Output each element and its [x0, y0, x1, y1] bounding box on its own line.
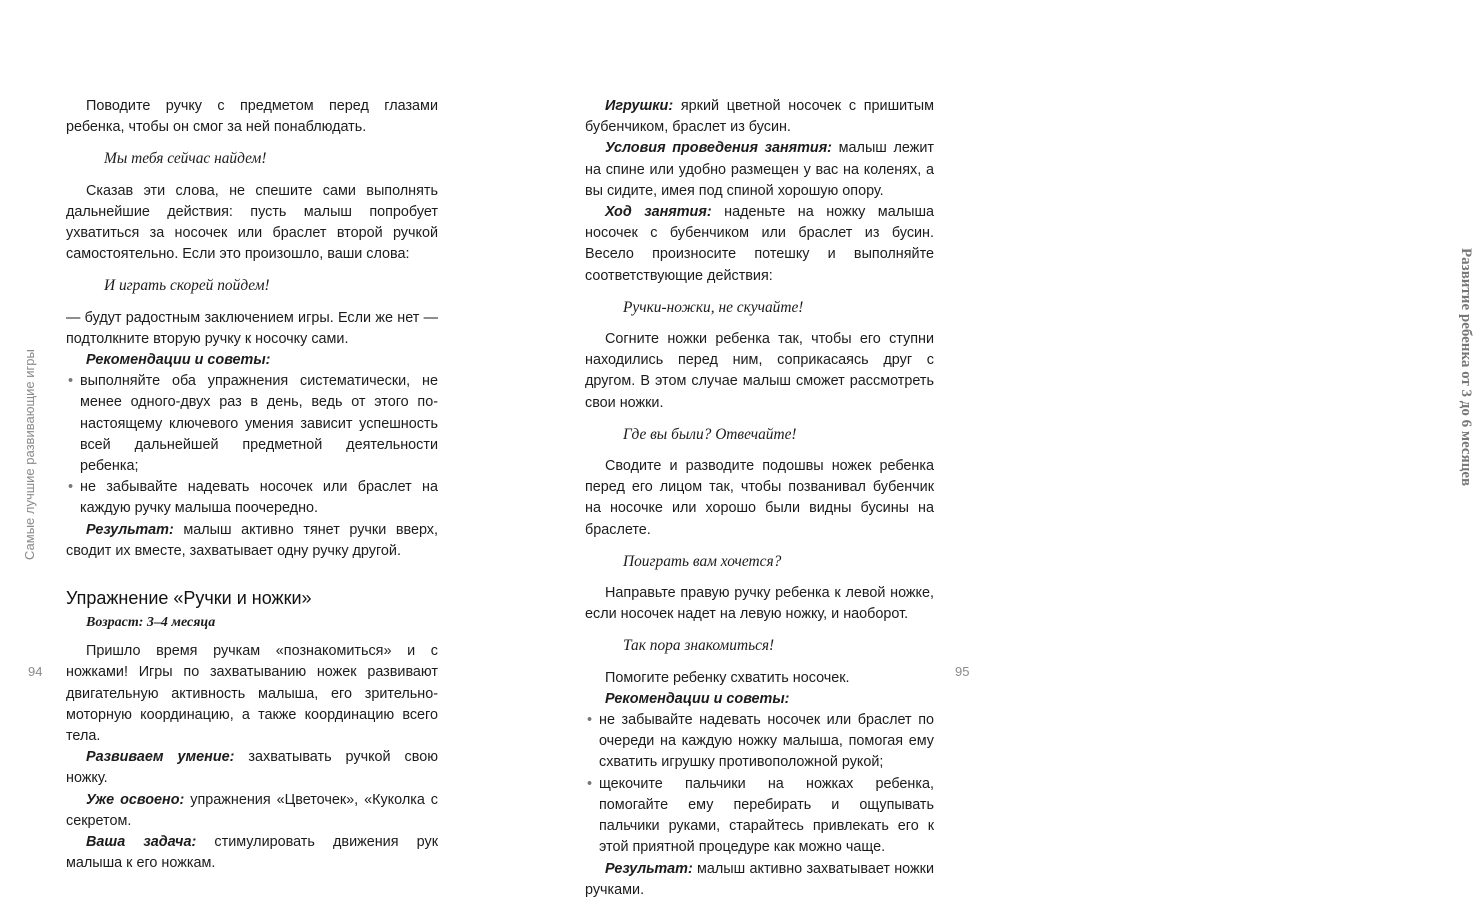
right-text-column: [585, 96, 934, 901]
toys-paragraph: [585, 96, 934, 138]
right-running-title-text: Развитие ребенка от 3 до 6 месяцев: [1458, 248, 1474, 487]
paragraph: Сводите и разводите подошвы ножек ребенка перед его лицом так, чтобы позванивал бубенчик на носочке или хорошо были видны бусины на браслете.: [585, 458, 934, 538]
left-text-column: [66, 96, 438, 875]
course-label: Ход занятия:: [605, 204, 712, 221]
result-paragraph: [585, 859, 934, 901]
paragraph: Помогите ребенку схватить носочек.: [605, 669, 850, 686]
paragraph: Сказав эти слова, не спешите сами выполнять дальнейшие действия: пусть малыш попробует ухватиться за носочек или браслет второй ручкой самостоятельно. Если это произошло, ваши слова:: [66, 182, 438, 263]
result-text: малыш активно захватывает ножки ручками.: [585, 860, 934, 898]
rhyme-line: Мы тебя сейчас найдем!: [104, 150, 267, 168]
left-page-number: 94: [28, 664, 43, 679]
paragraph: Пришло время ручкам «познакомиться» и с ножками! Игры по захватыванию ножек развивают двигательную активность малыша, его зрительно-моторную координацию, а также координацию всего тела.: [66, 643, 438, 745]
learned-text: упражнения «Цветочек», «Куколка с секретом.: [66, 791, 438, 829]
age-label: Возраст: 3–4 месяца: [86, 615, 216, 631]
learned-label: Уже освоено:: [86, 791, 185, 808]
paragraph: Направьте правую ручку ребенка к левой ножке, если носочек надет на левую ножку, и наоборот.: [585, 585, 934, 623]
list-item: • не забывайте надевать носочек или браслет по очереди на каждую ножку малыша, помогая ему схватить игрушку противоположной рукой;: [585, 710, 934, 774]
task-paragraph: [66, 832, 438, 874]
toys-text: яркий цветной носочек с пришитым бубенчиком, браслет из бусин.: [585, 98, 934, 136]
recommendations-heading: Рекомендации и советы:: [605, 690, 790, 707]
recommendations-heading: Рекомендации и советы:: [86, 352, 271, 369]
toys-label: Игрушки:: [605, 98, 674, 114]
exercise-title: Упражнение «Ручки и ножки»: [66, 588, 312, 609]
rhyme-line: И играть скорей пойдем!: [104, 277, 270, 295]
rhyme-line: Где вы были? Отвечайте!: [623, 425, 797, 443]
list-item: • щекочите пальчики на ножках ребенка, помогайте ему перебирать и ощупывать пальчики руками, старайтесь привлекать его к этой приятной процедуре как можно чаще.: [585, 774, 934, 859]
list-item: • не забывайте надевать носочек или браслет на каждую ручку малыша поочередно.: [66, 477, 438, 519]
task-text: стимулировать движения рук малыша к его ножкам.: [66, 834, 439, 872]
conditions-paragraph: [585, 138, 934, 202]
course-text: наденьте на ножку малыша носочек с бубенчиком или браслет из бусин. Весело произносите потешку и выполняйте соответствующие действия:: [585, 204, 934, 284]
rhyme-line: Ручки-ножки, не скучайте!: [623, 298, 804, 316]
task-label: Ваша задача:: [86, 834, 197, 851]
result-paragraph: [66, 520, 438, 562]
learned-paragraph: [66, 790, 438, 832]
left-running-title-text: Самые лучшие развивающие игры: [22, 349, 37, 560]
rhyme-line: Поиграть вам хочется?: [623, 552, 782, 570]
skill-text: захватывать ручкой свою ножку.: [66, 749, 438, 787]
conditions-label: Условия проведения занятия:: [605, 140, 832, 157]
result-label: Результат:: [605, 860, 693, 877]
right-page: [500, 0, 1474, 898]
conditions-text: малыш лежит на спине или удобно размещен у вас на коленях, а вы сидите, имея под спиной хорошую опору.: [585, 140, 934, 199]
skill-paragraph: [66, 747, 438, 789]
paragraph: Согните ножки ребенка так, чтобы его ступни находились перед ним, соприкасаясь друг с другом. В этом случае малыш сможет рассмотреть свои ножки.: [585, 331, 934, 411]
left-page: [0, 0, 500, 872]
right-page-number: 95: [955, 664, 970, 679]
result-label: Результат:: [86, 521, 174, 538]
course-paragraph: [585, 202, 934, 287]
rhyme-line: Так пора знакомиться!: [623, 637, 775, 655]
paragraph: — будут радостным заключением игры. Если же нет — подтолкните вторую ручку к носочку сами.: [66, 309, 438, 347]
skill-label: Развиваем умение:: [86, 749, 235, 766]
result-text: малыш активно тянет ручки вверх, сводит их вместе, захватывает одну ручку другой.: [66, 521, 438, 559]
paragraph: Поводите ручку с предметом перед глазами ребенка, чтобы он смог за ней понаблюдать.: [66, 98, 438, 136]
list-item: • выполняйте оба упражнения систематически, не менее одного-двух раз в день, ведь от этого по-настоящему ключевого умения зависит успешность всей дальнейшей предметной деятельности ребенка;: [66, 371, 438, 477]
